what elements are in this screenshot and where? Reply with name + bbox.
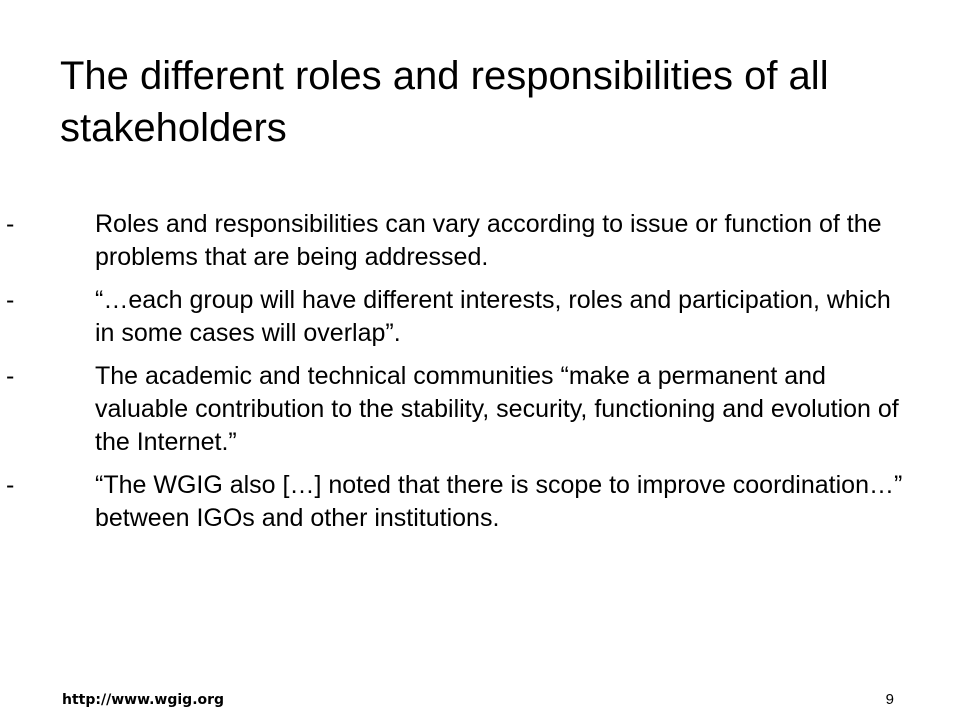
- bullet-marker: -: [6, 362, 15, 390]
- list-item: [0, 208, 960, 274]
- bullet-text: Roles and responsibilities can vary according to issue or function of the problems that are being addressed.: [95, 210, 882, 271]
- bullet-marker: -: [6, 210, 15, 238]
- footer-url: http://www.wgig.org: [62, 692, 225, 708]
- bullet-list: [0, 208, 960, 545]
- list-item: [0, 360, 960, 459]
- bullet-text: “…each group will have different interests, roles and participation, which in some cases will overlap”.: [95, 286, 891, 347]
- bullet-text: “The WGIG also […] noted that there is scope to improve coordination…” between IGOs and other institutions.: [95, 471, 903, 532]
- list-item: [0, 284, 960, 350]
- bullet-marker: -: [6, 471, 15, 499]
- bullet-marker: -: [6, 286, 15, 314]
- slide-title: The different roles and responsibilities of all stakeholders: [60, 54, 829, 150]
- list-item: [0, 469, 960, 535]
- page-number: 9: [885, 691, 894, 708]
- bullet-text: The academic and technical communities “make a permanent and valuable contribution to the stability, security, functioning and evolution of the Internet.”: [95, 362, 899, 456]
